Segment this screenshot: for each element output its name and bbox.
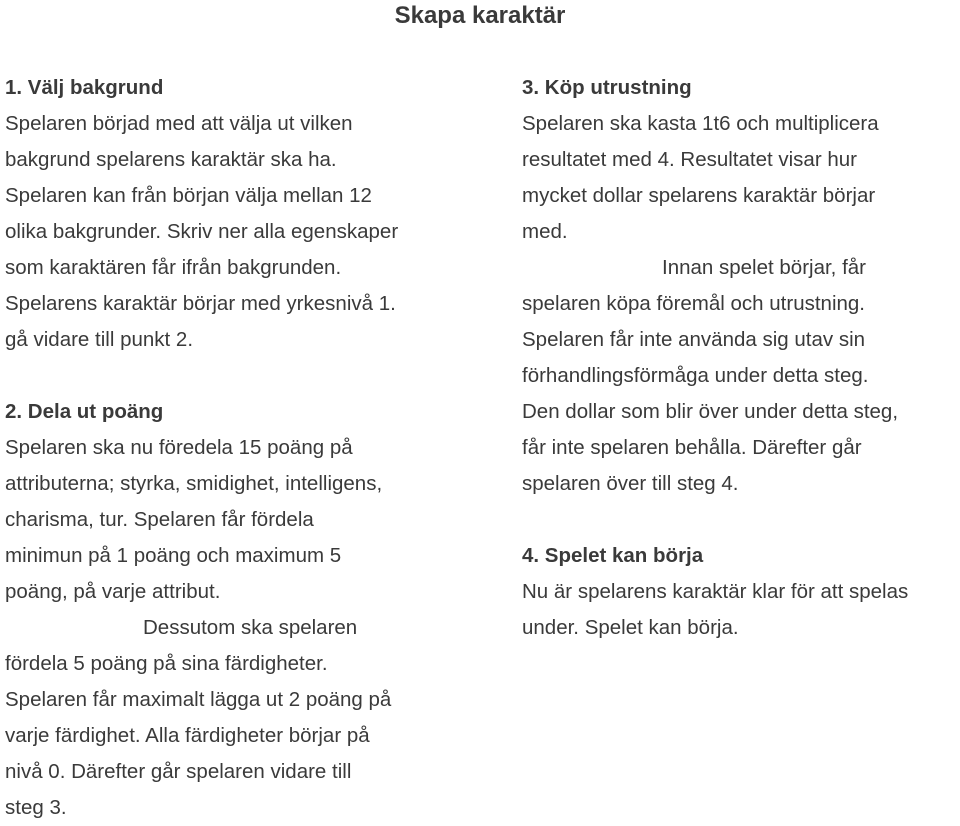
section-1-line: Spelaren börjad med att välja ut vilken [5,112,353,135]
section-2-heading: 2. Dela ut poäng [5,400,164,423]
section-3-line: med. [522,220,568,243]
section-4-heading: 4. Spelet kan börja [522,544,704,567]
section-2-line: varje färdighet. Alla färdigheter börjar på [5,724,370,747]
section-4-line: under. Spelet kan börja. [522,616,739,639]
section-3-heading: 3. Köp utrustning [522,76,692,99]
left-column [5,70,475,826]
section-2-line: poäng, på varje attribut. [5,580,221,603]
section-2-line: Spelaren ska nu föredela 15 poäng på [5,436,353,459]
right-column [522,70,960,646]
section-2-line: nivå 0. Därefter går spelaren vidare till [5,760,352,783]
section-2-line: fördela 5 poäng på sina färdigheter. [5,652,328,675]
section-3-line: Den dollar som blir över under detta steg, [522,400,899,423]
section-2-line: Spelaren får maximalt lägga ut 2 poäng på [5,688,392,711]
spacer [5,358,475,394]
section-3-line: får inte spelaren behålla. Därefter går [522,436,862,459]
section-2-line: Dessutom ska spelaren [143,616,358,639]
section-1-line: Spelarens karaktär börjar med yrkesnivå 1. [5,292,396,315]
section-2-line: steg 3. [5,796,67,819]
section-3-line: förhandlingsförmåga under detta steg. [522,364,869,387]
section-4-line: Nu är spelarens karaktär klar för att spelas [522,580,909,603]
section-2-line: attributerna; styrka, smidighet, intelligens, [5,472,383,495]
section-1-line: gå vidare till punkt 2. [5,328,194,351]
section-1-line: Spelaren kan från början välja mellan 12 [5,184,372,207]
section-3-line: Spelaren ska kasta 1t6 och multiplicera [522,112,879,135]
section-3-line: spelaren över till steg 4. [522,472,739,495]
section-1-line: som karaktären får ifrån bakgrunden. [5,256,342,279]
section-3-line: Innan spelet börjar, får [662,256,866,279]
section-3-line: resultatet med 4. Resultatet visar hur [522,148,857,171]
section-1-line: bakgrund spelarens karaktär ska ha. [5,148,337,171]
spacer [522,502,960,538]
section-2-line: minimun på 1 poäng och maximum 5 [5,544,342,567]
section-3-line: Spelaren får inte använda sig utav sin [522,328,866,351]
section-3-line: spelaren köpa föremål och utrustning. [522,292,866,315]
section-2-line: charisma, tur. Spelaren får fördela [5,508,314,531]
section-3-line: mycket dollar spelarens karaktär börjar [522,184,876,207]
section-1-heading: 1. Välj bakgrund [5,76,164,99]
document-title: Skapa karaktär [394,2,566,29]
section-1-line: olika bakgrunder. Skriv ner alla egenskaper [5,220,399,243]
